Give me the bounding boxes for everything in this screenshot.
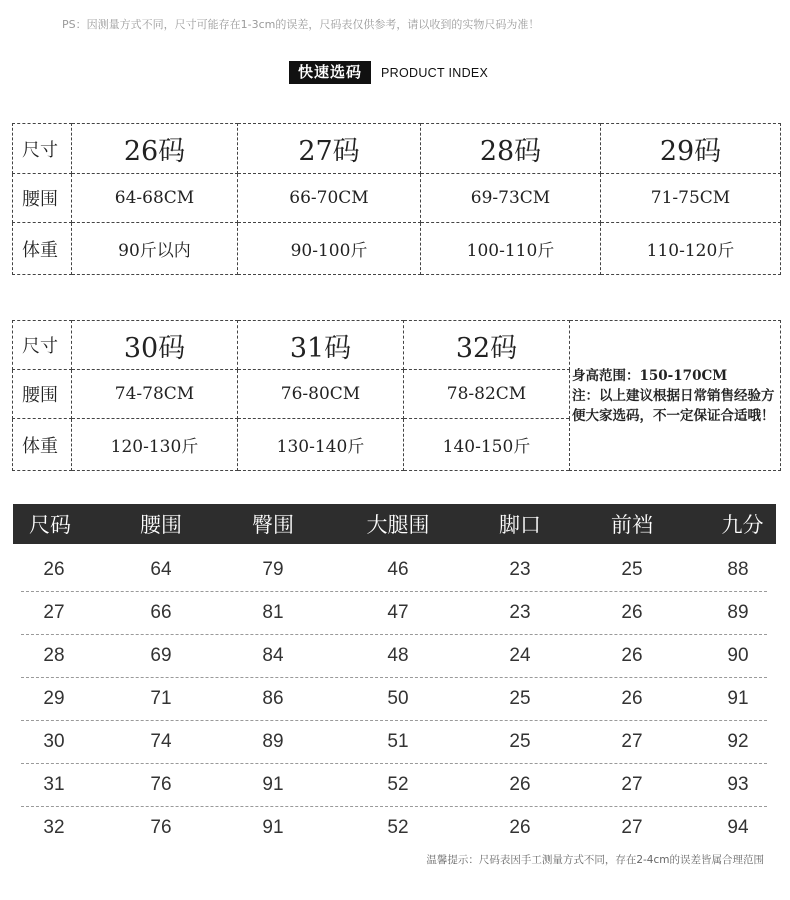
table-row: [13, 223, 781, 275]
cell-hip: 84: [262, 645, 284, 666]
row-label-size: 尺寸: [13, 124, 72, 174]
cell-front-rise: 26: [621, 645, 643, 666]
waist-cell: 66-70CM: [238, 174, 421, 223]
size-cell: 32码: [404, 321, 570, 370]
row-label-weight: 体重: [13, 223, 72, 275]
cell-size: 29: [43, 688, 65, 709]
weight-cell: 120-130斤: [72, 419, 238, 471]
weight-cell: 90斤以内: [72, 223, 238, 275]
cell-length: 91: [727, 688, 749, 709]
quick-size-table-2: [12, 320, 781, 471]
cell-thigh: 50: [387, 688, 409, 709]
weight-cell: 100-110斤: [421, 223, 601, 275]
cell-size: 28: [43, 645, 65, 666]
cell-thigh: 52: [387, 774, 409, 795]
cell-hip: 86: [262, 688, 284, 709]
header-length: 九分: [721, 513, 764, 537]
size-cell: 31码: [238, 321, 404, 370]
cell-front-rise: 26: [621, 688, 643, 709]
weight-cell: 140-150斤: [404, 419, 570, 471]
cell-hem: 23: [509, 559, 531, 580]
header-size: 尺码: [29, 513, 71, 537]
table-row: [21, 592, 767, 635]
cell-waist: 66: [150, 602, 172, 623]
top-disclaimer: PS：因测量方式不同，尺寸可能存在1-3cm的误差，尺码表仅供参考，请以收到的实物尺码为准！: [62, 18, 540, 31]
size-cell: 26码: [72, 124, 238, 174]
table-row: [21, 549, 767, 592]
cell-thigh: 46: [387, 559, 409, 580]
size-cell: 30码: [72, 321, 238, 370]
waist-cell: 69-73CM: [421, 174, 601, 223]
cell-thigh: 48: [387, 645, 409, 666]
waist-cell: 76-80CM: [238, 370, 404, 419]
cell-length: 90: [727, 645, 749, 666]
table-row: [13, 321, 781, 370]
detail-header-row: [13, 504, 776, 544]
cell-hem: 23: [509, 602, 531, 623]
table-row: [21, 764, 767, 807]
waist-cell: 74-78CM: [72, 370, 238, 419]
header-waist: 腰围: [140, 513, 182, 537]
cell-size: 27: [43, 602, 65, 623]
row-label-weight: 体重: [13, 419, 72, 471]
cell-thigh: 51: [387, 731, 409, 752]
header-hem: 脚口: [499, 513, 541, 537]
cell-hem: 26: [509, 817, 531, 838]
cell-length: 92: [727, 731, 749, 752]
cell-thigh: 52: [387, 817, 409, 838]
quick-size-table-1: [12, 123, 781, 275]
table-row: [13, 174, 781, 223]
cell-front-rise: 27: [621, 731, 643, 752]
cell-hem: 26: [509, 774, 531, 795]
cell-size: 32: [43, 817, 65, 838]
cell-waist: 74: [150, 731, 172, 752]
cell-hip: 91: [262, 774, 284, 795]
cell-length: 88: [727, 559, 749, 580]
cell-length: 93: [727, 774, 749, 795]
cell-size: 31: [43, 774, 65, 795]
row-label-size: 尺寸: [13, 321, 72, 370]
header-hip: 臀围: [252, 513, 294, 537]
table-row: [21, 721, 767, 764]
size-cell: 29码: [601, 124, 781, 174]
height-range-text: 身高范围：150-170CM: [572, 367, 728, 384]
cell-hip: 79: [262, 559, 284, 580]
table-row: [21, 807, 767, 849]
weight-cell: 110-120斤: [601, 223, 781, 275]
row-label-waist: 腰围: [13, 370, 72, 419]
cell-hip: 91: [262, 817, 284, 838]
heading-en: PRODUCT INDEX: [381, 65, 489, 80]
header-thigh: 大腿围: [366, 513, 430, 537]
cell-front-rise: 27: [621, 817, 643, 838]
cell-hem: 25: [509, 731, 531, 752]
section-heading: [289, 61, 488, 84]
size-cell: 28码: [421, 124, 601, 174]
weight-cell: 90-100斤: [238, 223, 421, 275]
cell-size: 30: [43, 731, 65, 752]
cell-length: 89: [727, 602, 749, 623]
cell-waist: 76: [150, 817, 172, 838]
heading-cn: 快速选码: [289, 61, 371, 84]
waist-cell: 64-68CM: [72, 174, 238, 223]
cell-front-rise: 25: [621, 559, 643, 580]
detail-size-table: [13, 504, 776, 849]
cell-length: 94: [727, 817, 749, 838]
cell-front-rise: 27: [621, 774, 643, 795]
cell-hip: 81: [262, 602, 284, 623]
header-front-rise: 前裆: [611, 513, 653, 537]
table-row: [21, 635, 767, 678]
waist-cell: 71-75CM: [601, 174, 781, 223]
advice-text: 注：以上建议根据日常销售经验方便大家选码，不一定保证合适哦！: [572, 387, 775, 424]
cell-hip: 89: [262, 731, 284, 752]
cell-front-rise: 26: [621, 602, 643, 623]
cell-waist: 71: [150, 688, 172, 709]
bottom-tip: 温馨提示：尺码表因手工测量方式不同，存在2-4cm的误差皆属合理范围: [426, 854, 764, 866]
cell-hem: 24: [509, 645, 531, 666]
table-row: [13, 124, 781, 174]
cell-waist: 64: [150, 559, 172, 580]
cell-thigh: 47: [387, 602, 409, 623]
table-row: [21, 678, 767, 721]
row-label-waist: 腰围: [13, 174, 72, 223]
cell-size: 26: [43, 559, 65, 580]
size-cell: 27码: [238, 124, 421, 174]
cell-waist: 69: [150, 645, 172, 666]
waist-cell: 78-82CM: [404, 370, 570, 419]
cell-waist: 76: [150, 774, 172, 795]
detail-rows: [13, 549, 776, 849]
cell-hem: 25: [509, 688, 531, 709]
height-advice-note: [570, 321, 781, 471]
weight-cell: 130-140斤: [238, 419, 404, 471]
